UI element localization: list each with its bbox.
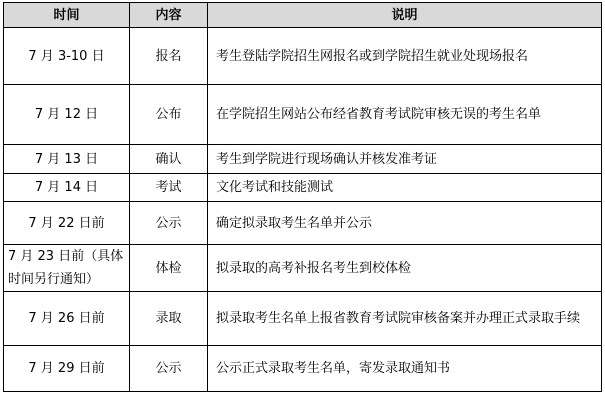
row-time: 7 月 12 日: [4, 85, 130, 145]
schedule-table: [3, 2, 602, 392]
row-description: 拟录取的高考补报名考生到校体检: [208, 245, 602, 292]
row-description: 在学院招生网站公布经省教育考试院审核无误的考生名单: [208, 85, 602, 145]
row-content: 报名: [130, 28, 208, 85]
row-description: 考生到学院进行现场确认并核发准考证: [208, 145, 602, 174]
table-row: [4, 28, 602, 85]
table-row: [4, 292, 602, 346]
table-row: [4, 346, 602, 392]
row-content: 体检: [130, 245, 208, 292]
row-description: 拟录取考生名单上报省教育考试院审核备案并办理正式录取手续: [208, 292, 602, 346]
header-time: 时间: [4, 3, 130, 28]
row-content: 确认: [130, 145, 208, 174]
row-time: 7 月 14 日: [4, 174, 130, 202]
row-time: 7 月 23 日前（具体时间另行通知）: [4, 245, 130, 292]
row-time: 7 月 26 日前: [4, 292, 130, 346]
row-content: 公示: [130, 346, 208, 392]
row-time: 7 月 29 日前: [4, 346, 130, 392]
table-row: [4, 174, 602, 202]
table-header-row: [4, 3, 602, 28]
row-content: 公示: [130, 202, 208, 245]
header-description: 说明: [208, 3, 602, 28]
header-content: 内容: [130, 3, 208, 28]
table-row: [4, 245, 602, 292]
row-content: 公布: [130, 85, 208, 145]
row-time: 7 月 13 日: [4, 145, 130, 174]
row-time: 7 月 3-10 日: [4, 28, 130, 85]
table-row: [4, 202, 602, 245]
row-description: 考生登陆学院招生网报名或到学院招生就业处现场报名: [208, 28, 602, 85]
row-description: 公示正式录取考生名单，寄发录取通知书: [208, 346, 602, 392]
table-row: [4, 85, 602, 145]
row-time: 7 月 22 日前: [4, 202, 130, 245]
row-description: 确定拟录取考生名单并公示: [208, 202, 602, 245]
row-content: 考试: [130, 174, 208, 202]
table-row: [4, 145, 602, 174]
row-description: 文化考试和技能测试: [208, 174, 602, 202]
row-content: 录取: [130, 292, 208, 346]
